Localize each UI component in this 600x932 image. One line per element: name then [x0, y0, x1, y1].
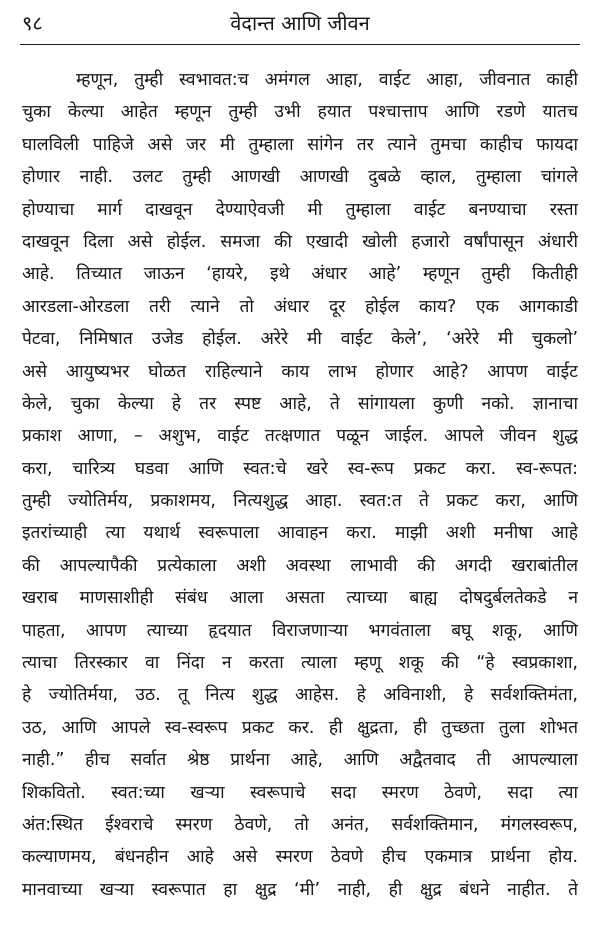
text-line: करा, चारित्र्य घडवा आणि स्वत:चे खरे स्व-रूप प्रकट करा. स्व-रूपत: — [22, 458, 578, 479]
text-line: दाखवून दिला असे होईल. समजा की एखादी खोली हजारो वर्षांपासून अंधारी — [22, 231, 578, 252]
text-line: इतरांच्याही त्या यथार्थ स्वरूपाला आवाहन करा. माझी अशी मनीषा आहे — [22, 523, 578, 544]
text-line: चुका केल्या आहेत म्हणून तुम्ही उभी हयात पश्चात्ताप आणि रडणे यातच — [22, 102, 578, 123]
text-line: अंत:स्थित ईश्वराचे स्मरण ठेवणे, तो अनंत, सर्वशक्तिमान, मंगलस्वरूप, — [22, 814, 578, 835]
text-line: खराब माणसाशीही संबंध आला असता त्याच्या बाह्य दोषदुर्बलतेकडे न — [22, 588, 578, 609]
text-line: पाहता, आपण त्याच्या हृदयात विराजणाऱ्या भगवंताला बघू शकू, आणि — [22, 620, 578, 641]
text-line: होणार नाही. उलट तुम्ही आणखी आणखी दुबळे व्हाल, तुम्हाला चांगले — [22, 167, 578, 188]
page-number: ९८ — [22, 11, 43, 35]
text-line: कल्याणमय, बंधनहीन आहे असे स्मरण ठेवणे हीच एकमात्र प्रार्थना होय. — [22, 847, 578, 868]
text-line: आहे. तिच्यात जाऊन ‘हायरे, इथे अंधार आहे’ म्हणून तुम्ही कितीही — [22, 264, 578, 285]
text-line: केले, चुका केल्या हे तर स्पष्ट आहे, ते सांगायला कुणी नको. ज्ञानाचा — [22, 393, 578, 414]
text-line: की आपल्यापैकी प्रत्येकाला अशी अवस्था लाभावी की अगदी खराबांतील — [22, 555, 578, 576]
text-line: शिकवितो. स्वत:च्या खऱ्या स्वरूपाचे सदा स्मरण ठेवणे, सदा त्या — [22, 782, 578, 803]
header-rule — [20, 44, 580, 45]
body-paragraph — [22, 64, 578, 906]
text-line: घालविली पाहिजे असे जर मी तुम्हाला सांगेन तर त्याने तुमचा काहीच फायदा — [22, 134, 578, 155]
running-title: वेदान्त आणि जीवन — [230, 11, 370, 35]
text-line: हे ज्योतिर्मया, उठ. तू नित्य शुद्ध आहेस. हे अविनाशी, हे सर्वशक्तिमंता, — [22, 685, 578, 706]
text-line: उठ, आणि आपले स्व-स्वरूप प्रकट कर. ही क्षुद्रता, ही तुच्छता तुला शोभत — [22, 717, 578, 738]
text-line: प्रकाश आणा, – अशुभ, वाईट तत्क्षणात पळून जाईल. आपले जीवन शुद्ध — [22, 426, 578, 447]
text-line: तुम्ही ज्योतिर्मय, प्रकाशमय, नित्यशुद्ध आहा. स्वत:त ते प्रकट करा, आणि — [22, 491, 578, 512]
text-line: पेटवा, निमिषात उजेड होईल. अरेरे मी वाईट केले’, ‘अरेरे मी चुकलो’ — [22, 329, 578, 350]
text-line: मानवाच्या खऱ्या स्वरूपात हा क्षुद्र ‘मी’ नाही, ही क्षुद्र बंधने नाहीत. ते — [22, 879, 578, 900]
text-line: आरडला-ओरडला तरी त्याने तो अंधार दूर होईल काय? एक आगकाडी — [22, 296, 578, 317]
text-line: होण्याचा मार्ग दाखवून देण्याऐवजी मी तुम्हाला वाईट बनण्याचा रस्ता — [22, 199, 578, 220]
text-line: असे आयुष्यभर घोळत राहिल्याने काय लाभ होणार आहे? आपण वाईट — [22, 361, 578, 382]
text-line: त्याचा तिरस्कार वा निंदा न करता त्याला म्हणू शकू की “हे स्वप्रकाशा, — [22, 653, 578, 674]
text-line: नाही.” हीच सर्वात श्रेष्ठ प्रार्थना आहे, आणि अद्वैतवाद ती आपल्याला — [22, 750, 578, 771]
text-line: म्हणून, तुम्ही स्वभावत:च अमंगल आहा, वाईट आहा, जीवनात काही — [76, 70, 578, 90]
